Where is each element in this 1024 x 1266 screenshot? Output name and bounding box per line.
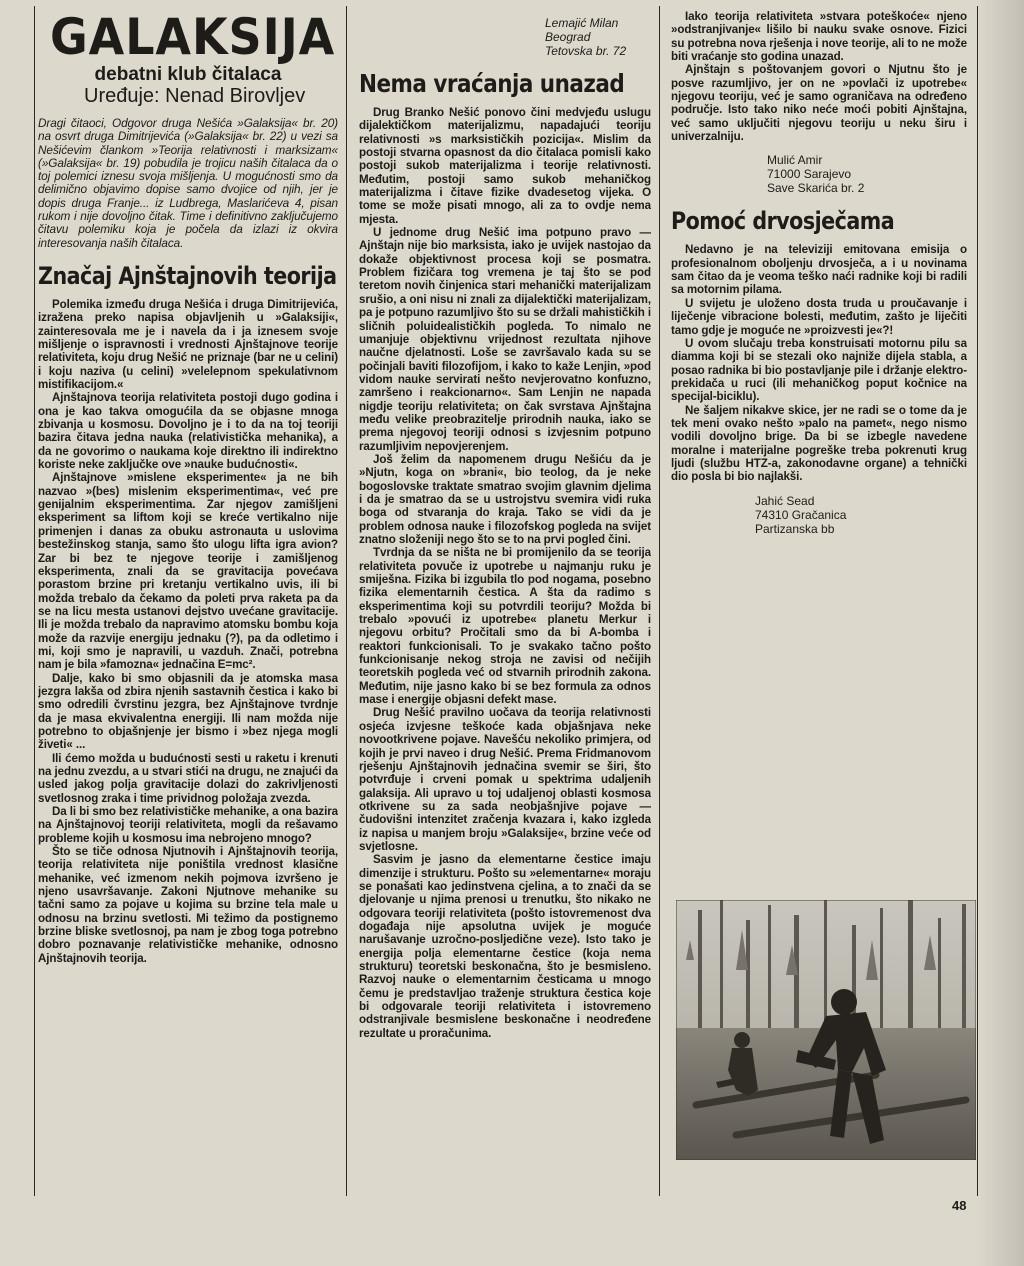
lumberjack-photo (676, 900, 976, 1160)
column-3 (671, 10, 967, 895)
column-2 (359, 10, 651, 1190)
article2-paragraph: U jednome drug Nešić ima potpuno pravo — Ajnštajn nije bio marksista, iako je uvijek nastojao da dokaže objektivnost procesa koji se posmatra. Problem fizičara tog vremena je taj što se pod teretom novih činjenica stari mehanički materijalizam srušio, a oni nisu ni znali za dijalektički materijalizam, pa je potpuno razumljivo što su se držali mahističkih i sličnih poluidealističkih pogleda. To nimalo ne umanjuje objektivnu vrijednost rezultata njihove naučne djelatnosti. Loše se završavalo kada su se počinjali baviti filozofijom, i kako to kaže Lenjin, »pod vidom nauke servirati nešto nevjerovatno konfuzno, zamršeno i reakcionarno«. Sam Lenjin ne napada nigdje teoriju relativiteta; on čak svrstava Ajnštajna među velike preobrazitelje prirodnih nauka, iako se prema njegovoj teoriji odnosi s izvjesnim potpuno razumljivim nepovjerenjem. (359, 226, 651, 453)
signature-name: Lemajić Milan (545, 16, 619, 30)
article1-paragraph: Polemika između druga Nešića i druga Dimitrijevića, izražena preko napisa objavljenih u »Galaksiji«, zainteresovala me je i navela da i ja iznesem svoje mišljenje o ispravnosti i vrednosti Ajnštajnove teorije relativiteta, koju drug Nešić ne priznaje (bar ne u celini) i koju naziva (u celini) »velelepnom spekulativnom mistifikacijom.« (38, 297, 338, 392)
signature-address: Partizanska bb (755, 521, 835, 536)
column-rule-2 (659, 6, 660, 1196)
masthead-subtitle: debatni klub čitalaca (94, 64, 282, 85)
page-edge-shadow (976, 0, 1024, 1266)
article1-paragraph: Ili ćemo možda u budućnosti sesti u raketu i krenuti na jednu zvezdu, a u stvari stići na drugu, ne znajući da usled jakog polja gravitacije dolazi do zakrivljenosti svetlosnog zraka i time prividnog položaja zvezda. (38, 751, 338, 805)
signature-name: Mulić Amir (767, 153, 823, 168)
signature-name: Jahić Sead (755, 493, 815, 508)
article3-paragraph: Ne šaljem nikakve skice, jer ne radi se o tome da je tek meni ovako nešto »palo na pamet«, nego nismo vodili dovoljno brige. Da bi se izbegle navedene moralne i materijalne pogreške treba pokrenuti krug ljudi (službu HTZ-a, zakonodavne organe) a tehnički dio posla bi bio najlakši. (671, 403, 967, 484)
article1-paragraph: Ajnštajnova teorija relativiteta postoji dugo godina i ona je kao takva omogućila da se objasne mnoga zbivanja u kosmosu. Dovoljno je i to da na toj teoriji bazira čitava jedna nauka (relativistička mehanika), a da ne govorimo o naukama koje direktno ili indirektno koriste neke zaključke ove »nauke budućnosti«. (38, 391, 338, 472)
masthead (38, 10, 338, 107)
article-title-1: Značaj Ajnštajnovih teorija (38, 261, 337, 290)
signature-city: Beograd (545, 30, 591, 44)
article2-paragraph: Drug Branko Nešić ponovo čini medvjeđu uslugu dijalektičkom materijalizmu, napadajući teoriju relativnosti »s marksističkih pozicija«. Mislim da postoji stvarna opasnost da dio čitalaca pomisli kako postoji sukob materijalizma i teorije relativnosti. Međutim, postoji samo sukob mehaničkog materijalizma i čitave fizike dvadesetog vijeka. O tome se može pisati mnogo, ali za to ovdje nema mjesta. (359, 106, 651, 226)
signature-1 (545, 16, 651, 58)
signature-2 (767, 153, 967, 195)
article1-paragraph: Što se tiče odnosa Njutnovih i Ajnštajnovih teorija, teorija relativiteta nije poništila vrednost klasične mehanike, već izmenom nekih pojmova izvršeno je njeno usavršavanje. Zakoni Njutnove mehanike su tačni samo za pojave u kojima su brzine tela male u odnosu na brzinu svetlosti. Mi težimo da postignemo brzine bliske svetlosnoj, pa nam je zbog toga potrebno dobro poznavanje relativističke mehanike, odnosno Ajnštajnovih teorija. (38, 845, 338, 965)
page-number: 48 (952, 1198, 967, 1213)
article1-paragraph: Ajnštajnove »mislene eksperimente« ja ne bih nazvao »(bes) mislenim eksperimentima«, već pre genijalnim eksperimentima. Zar njegov zamišljeni eksperiment sa liftom koji se kreće vertikalno nije primenjen i danas za obuku astronauta u uslovima bestežinskog stanja, samo što ulogu lifta igra avion? Zar bi bez te njegove teorije i zamišljenog eksperimenta, znali da se gravitacija povećava porastom brzine pri kretanju vertikalno uvis, ili bi možda trebalo da čekamo da poleti prva raketa pa da se na licu mesta ustanovi dejstvo uvećane gravitacije. Ili je možda trebalo da napravimo atomsku bombu koja može da razvije energiju jednaku (?), pa da odletimo i mi, koji smo je napravili, u vazduh. Znači, potrebna nam je bila »famozna« jednačina E=mc². (38, 471, 338, 672)
editor-intro (38, 117, 338, 250)
column-rule-left (34, 6, 35, 1196)
article2-paragraph: Još želim da napomenem drugu Nešiću da je »Njutn, koga on »brani«, bio teolog, da je neke bogoslovske traktate smatrao svojim glavnim djelima i da je smatrao da se u ustrojstvu svemira vidi ruka boga od stvaranja do kraja. Tako se vidi da je problem odnosa nauke i filozofskog pogleda na svijet znatno složeniji nego što se to na prvi pogled čini. (359, 452, 651, 546)
signature-3 (755, 494, 967, 536)
article-title-3: Pomoć drvosječama (671, 207, 895, 236)
intro-text: Dragi čitaoci, Odgovor druga Nešića »Galaksija« br. 20) na osvrt druga Dimitrijevića (»Galaksija« br. 22) u vezi sa Nešićevim člankom »Teorija relativnosti i marksizam« (»Galaksija« br. 19) pobudila je trojicu naših čitalaca da o toj polemici iznesu svoja mišljenja. U mogućnosti smo da delimično objavimo dopise samo dvojice od njih, jer je dopis druga Franje... iz Ludbrega, Maslarićeva 4, pisan rukom i nije dovoljno čitak. Time i definitivno zaključujemo čitavu polemiku koja je počela da izlazi iz okvira interesovanja naših čitalaca. (38, 116, 338, 250)
article2-paragraph: Iako teorija relativiteta »stvara poteškoće« njeno »odstranjivanje« lišilo bi nauku svake osnove. Fizici su potrebna nova rješenja i nove teorije, ali to ne može biti vraćanje sto godina unazad. (671, 10, 967, 64)
signature-city: 74310 Gračanica (755, 507, 847, 522)
article2-paragraph: Sasvim je jasno da elementarne čestice imaju dimenzije i strukturu. Pošto su »elementarne« moraju se ponašati kao jedinstvena cjelina, a to znači da se djelovanje u njima prenosi u trenutku, što nikako ne odgovara teoriji relativiteta (pošto istovremenost dva događaja nije apsolutna uvijek je moguće narušavanje uzročno-posljedične veze). Isto tako je energija polja elementarne čestice (koja nema strukturu) teoretski beskonačna, što je besmisleno. Razvoj nauke o elementarnim česticama u mnogo čemu je predstavljao traženje struktura čestica koje bi odgovarale teoriji relativiteta i istovremeno odstranjivale besmislene beskonačne i neodređene rezultate u proračunima. (359, 853, 651, 1040)
article3-paragraph: U ovom slučaju treba konstruisati motornu pilu sa diamma koji bi se stezali oko najniže dijela stabla, a posao radnika bi bio postavljanje pile i držanje elektro-prekidača u ruci (ili mehaničkog poput kočnice na specijal-biciklu). (671, 336, 967, 404)
article2-paragraph: Tvrdnja da se ništa ne bi promijenilo da se teorija relativiteta povuče iz upotrebe u najmanju ruku je smiješna. Fizika bi izgubila tlo pod nogama, posebno fizika elementarnih čestica. A šta da radimo s eksperimentima koji su potvrdili teoriju? Možda bi trebalo »povući iz upotrebe« planetu Merkur i njegovu orbitu? Pročitali smo da bi A-bomba i reaktori funkcionisali. To je svakako tačno pošto funkcionisanje nekog stroja ne zavisi od nečijih teoretskih pogleda već od stvarnih prirodnih zakona. Međutim, nije jasno kako bi se bez formula za odnos mase i energije objasni defekt mase. (359, 546, 651, 707)
article-title-2: Nema vraćanja unazad (359, 69, 625, 98)
signature-address: Tetovska br. 72 (545, 44, 627, 58)
article3-paragraph: Nedavno je na televiziji emitovana emisija o profesionalnom oboljenju drvosječa, a i u novinama sam čitao da je veoma teško naći radnike koji bi radili sa motornim pilama. (671, 243, 967, 297)
article1-paragraph: Da li bi smo bez relativističke mehanike, a ona bazira na Ajnštajnovoj teoriji relativiteta, mogli da rešavamo probleme kojih u kosmosu ima nebrojeno mnogo? (38, 805, 338, 845)
column-1 (38, 10, 338, 1190)
article3-paragraph: U svijetu je uloženo dosta truda u proučavanje i liječenje vibracione bolesti, međutim, zašto je liječiti tamo gdje je moguće ne »proizvesti je«?! (671, 296, 967, 337)
signature-address: Save Skarića br. 2 (767, 181, 865, 196)
magazine-logo: GALAKSIJA (50, 10, 336, 66)
column-rule-1 (346, 6, 347, 1196)
masthead-editor: Uređuje: Nenad Birovljev (84, 85, 306, 107)
article2-paragraph: Drug Nešić pravilno uočava da teorija relativnosti osjeća izvjesne teškoće kada objašnjava neke novootkrivene pojave. Navešću nekoliko primjera, od kojih je prvi naveo i drug Nešić. Prema Fridmanovom rješenju Ajnštajnovih jednačina svemir se širi, što potvrđuje i crveni pomak u spektrima udaljenih galaksija. Ali upravo u toj udaljenoj oblasti kosmosa otkrivene su za sada neobjašnjive pojave — čudovišni intenzitet zračenja kvazara i, kako izgleda iz napisa u manjem broju »Galaksije«, brzine veće od svjetlosne. (359, 706, 651, 853)
article1-paragraph: Dalje, kako bi smo objasnili da je atomska masa jezgra lakša od zbira njenih sastavnih čestica i kako bi smo odredili čvrstinu jezgra, bez Ajnštajnove tvrdnje da je masa ekvivalentna energiji. Ili nam možda nije potrebno to objašnjenje jer bismo i »bez njega mogli živeti« ... (38, 671, 338, 752)
signature-city: 71000 Sarajevo (767, 167, 852, 182)
article2-paragraph: Ajnštajn s poštovanjem govori o Njutnu što je posve razumljivo, jer on ne »povlači iz upotrebe« njegovu teoriju, već je samo ograničava na određeno područje. Isto tako niko neće moći pobiti Ajnštajna, već samo uključiti njegovu teoriju u neku širu i univerzalniju. (671, 63, 967, 144)
